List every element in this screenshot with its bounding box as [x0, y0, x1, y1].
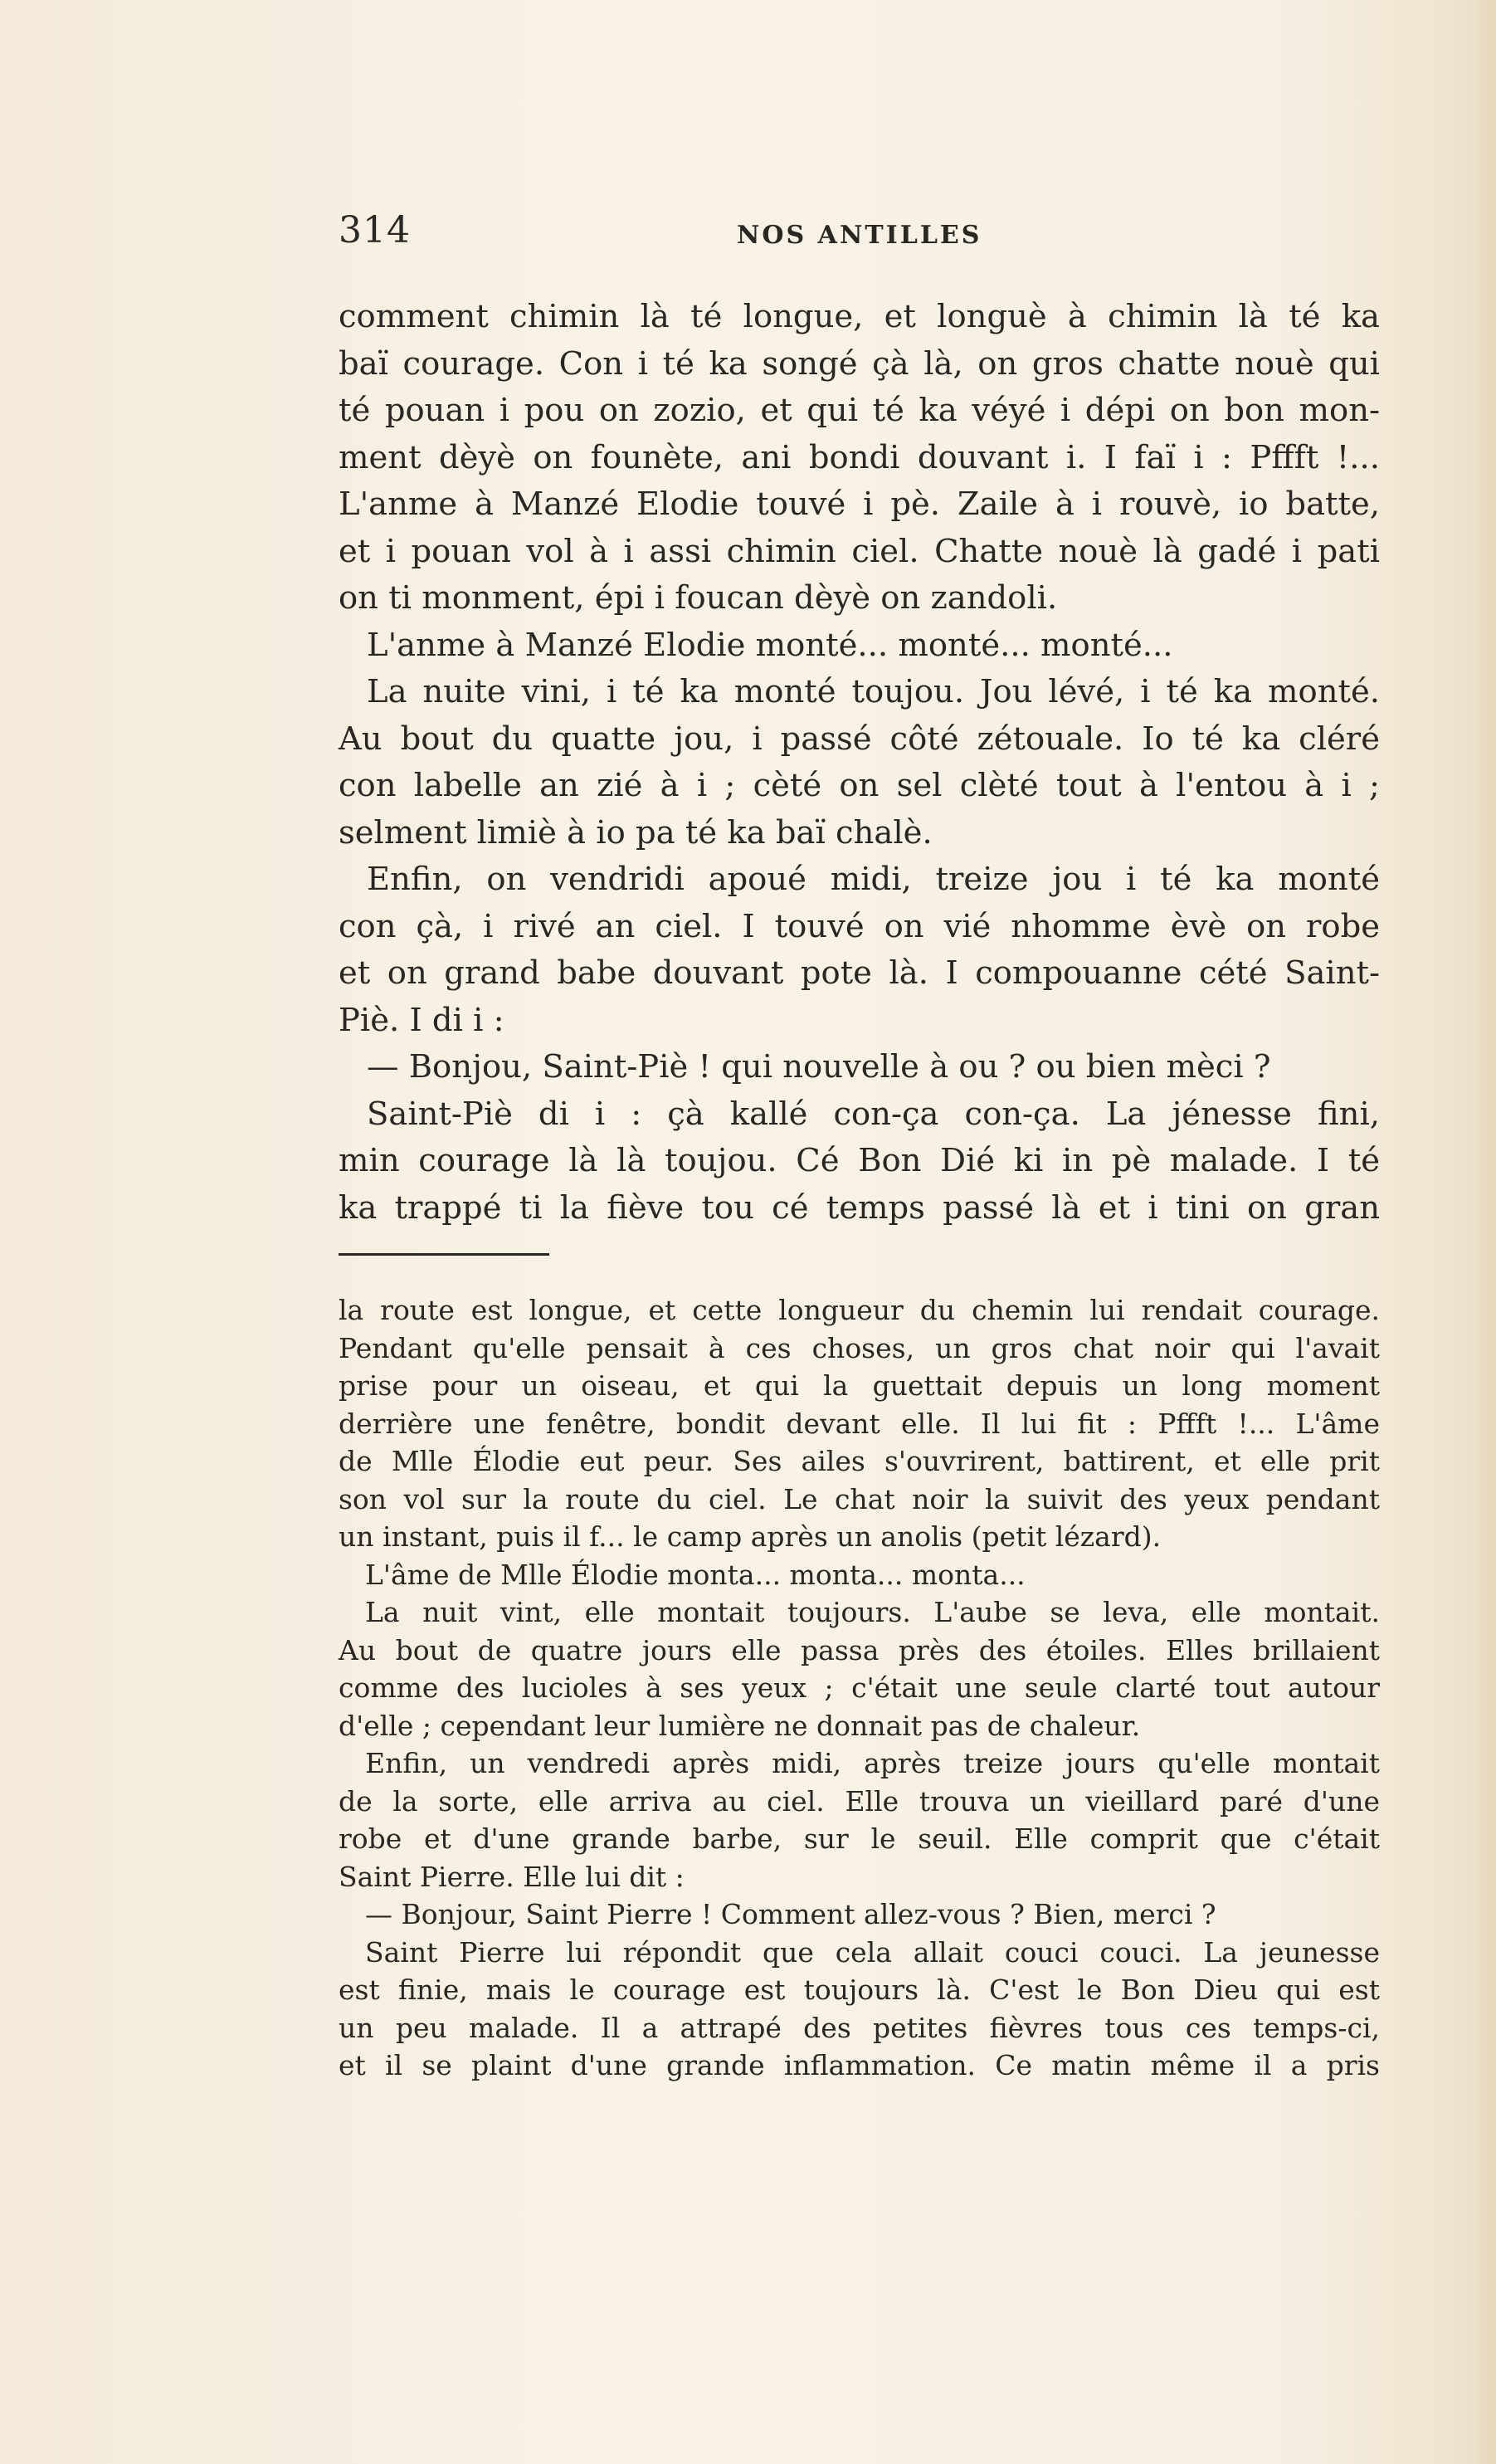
translation-line: de la sorte, elle arriva au ciel. Elle trouva un vieillard paré d'une	[339, 1784, 1380, 1818]
creole-line: — Bonjou, Saint-Piè ! qui nouvelle à ou ? ou bien mèci ?	[367, 1048, 1271, 1086]
page-header	[339, 209, 1380, 259]
footnote-divider	[339, 1253, 549, 1256]
creole-line: té pouan i pou on zozio, et qui té ka véyé i dépi on bon mon-	[339, 392, 1380, 429]
translation-line: Saint Pierre. Elle lui dit :	[339, 1860, 685, 1893]
translation-line: est finie, mais le courage est toujours là. C'est le Bon Dieu qui est	[339, 1974, 1380, 2006]
translation-line: — Bonjour, Saint Pierre ! Comment allez-vous ? Bien, merci ?	[365, 1898, 1216, 1930]
translation-line: robe et d'une grande barbe, sur le seuil. Elle comprit que c'était	[339, 1822, 1380, 1855]
creole-line: on ti monment, épi i foucan dèyè on zandoli.	[339, 579, 1058, 617]
running-head: NOS ANTILLES	[737, 221, 982, 250]
translation-line: et il se plaint d'une grande inflammation. Ce matin même il a pris	[339, 2049, 1380, 2081]
translation-line: La nuit vint, elle montait toujours. L'aube se leva, elle montait.	[365, 1596, 1380, 1628]
page-edge-shadow	[1476, 0, 1496, 2464]
translation-line: un instant, puis il f... le camp après un anolis (petit lézard).	[339, 1520, 1162, 1553]
translation-line: Enfin, un vendredi après midi, après treize jours qu'elle montait	[365, 1747, 1380, 1779]
creole-line: L'anme à Manzé Elodie touvé i pè. Zaile à i rouvè, io batte,	[339, 485, 1380, 523]
translation-line: Saint Pierre lui répondit que cela allait couci couci. La jeunesse	[365, 1935, 1380, 1969]
translation-line: Au bout de quatre jours elle passa près des étoiles. Elles brillaient	[339, 1633, 1380, 1666]
creole-text-block	[339, 294, 1380, 1232]
translation-line: son vol sur la route du ciel. Le chat noir la suivit des yeux pendant	[339, 1482, 1380, 1515]
creole-line: con labelle an zié à i ; cèté on sel clèté tout à l'entou à i ;	[339, 767, 1380, 804]
page-number: 314	[339, 209, 411, 251]
creole-line: L'anme à Manzé Elodie monté... monté... monté...	[367, 626, 1173, 664]
creole-line: et i pouan vol à i assi chimin ciel. Chatte nouè là gadé i pati	[339, 532, 1380, 570]
translation-line: comme des lucioles à ses yeux ; c'était une seule clarté tout autour	[339, 1671, 1380, 1704]
creole-line: ka trappé ti la fiève tou cé temps passé là et i tini on gran	[339, 1188, 1380, 1227]
translation-line: d'elle ; cependant leur lumière ne donnait pas de chaleur.	[339, 1709, 1141, 1742]
translation-line: L'âme de Mlle Élodie monta... monta... monta...	[365, 1558, 1026, 1591]
translation-text-block	[339, 1291, 1380, 2085]
translation-line: de Mlle Élodie eut peur. Ses ailes s'ouvrirent, battirent, et elle prit	[339, 1445, 1380, 1477]
translation-line: un peu malade. Il a attrapé des petites fièvres tous ces temps-ci,	[339, 2011, 1380, 2044]
creole-line: La nuite vini, i té ka monté toujou. Jou lévé, i té ka monté.	[367, 673, 1380, 710]
creole-line: Au bout du quatte jou, i passé côté zétouale. Io té ka cléré	[339, 720, 1380, 758]
creole-line: selment limiè à io pa té ka baï chalè.	[339, 813, 933, 851]
creole-line: min courage là là toujou. Cé Bon Dié ki in pè malade. I té	[339, 1142, 1380, 1179]
creole-line: Piè. I di i :	[339, 1001, 504, 1039]
creole-line: Enfin, on vendridi apoué midi, treize jou i té ka monté	[367, 861, 1380, 898]
translation-line: prise pour un oiseau, et qui la guettait depuis un long moment	[339, 1369, 1380, 1402]
creole-line: baï courage. Con i té ka songé çà là, on gros chatte nouè qui	[339, 344, 1380, 383]
translation-line: Pendant qu'elle pensait à ces choses, un gros chat noir qui l'avait	[339, 1331, 1380, 1364]
translation-line: la route est longue, et cette longueur du chemin lui rendait courage.	[339, 1294, 1380, 1326]
translation-line: derrière une fenêtre, bondit devant elle. Il lui fit : Pffft !... L'âme	[339, 1407, 1380, 1440]
creole-line: et on grand babe douvant pote là. I compouanne cété Saint-	[339, 954, 1380, 992]
creole-line: comment chimin là té longue, et longuè à chimin là té ka	[339, 298, 1380, 335]
creole-line: Saint-Piè di i : çà kallé con-ça con-ça. La jénesse fini,	[367, 1095, 1380, 1133]
creole-line: ment dèyè on founète, ani bondi douvant i. I faï i : Pffft !...	[339, 438, 1380, 476]
creole-line: con çà, i rivé an ciel. I touvé on vié nhomme èvè on robe	[339, 907, 1380, 945]
